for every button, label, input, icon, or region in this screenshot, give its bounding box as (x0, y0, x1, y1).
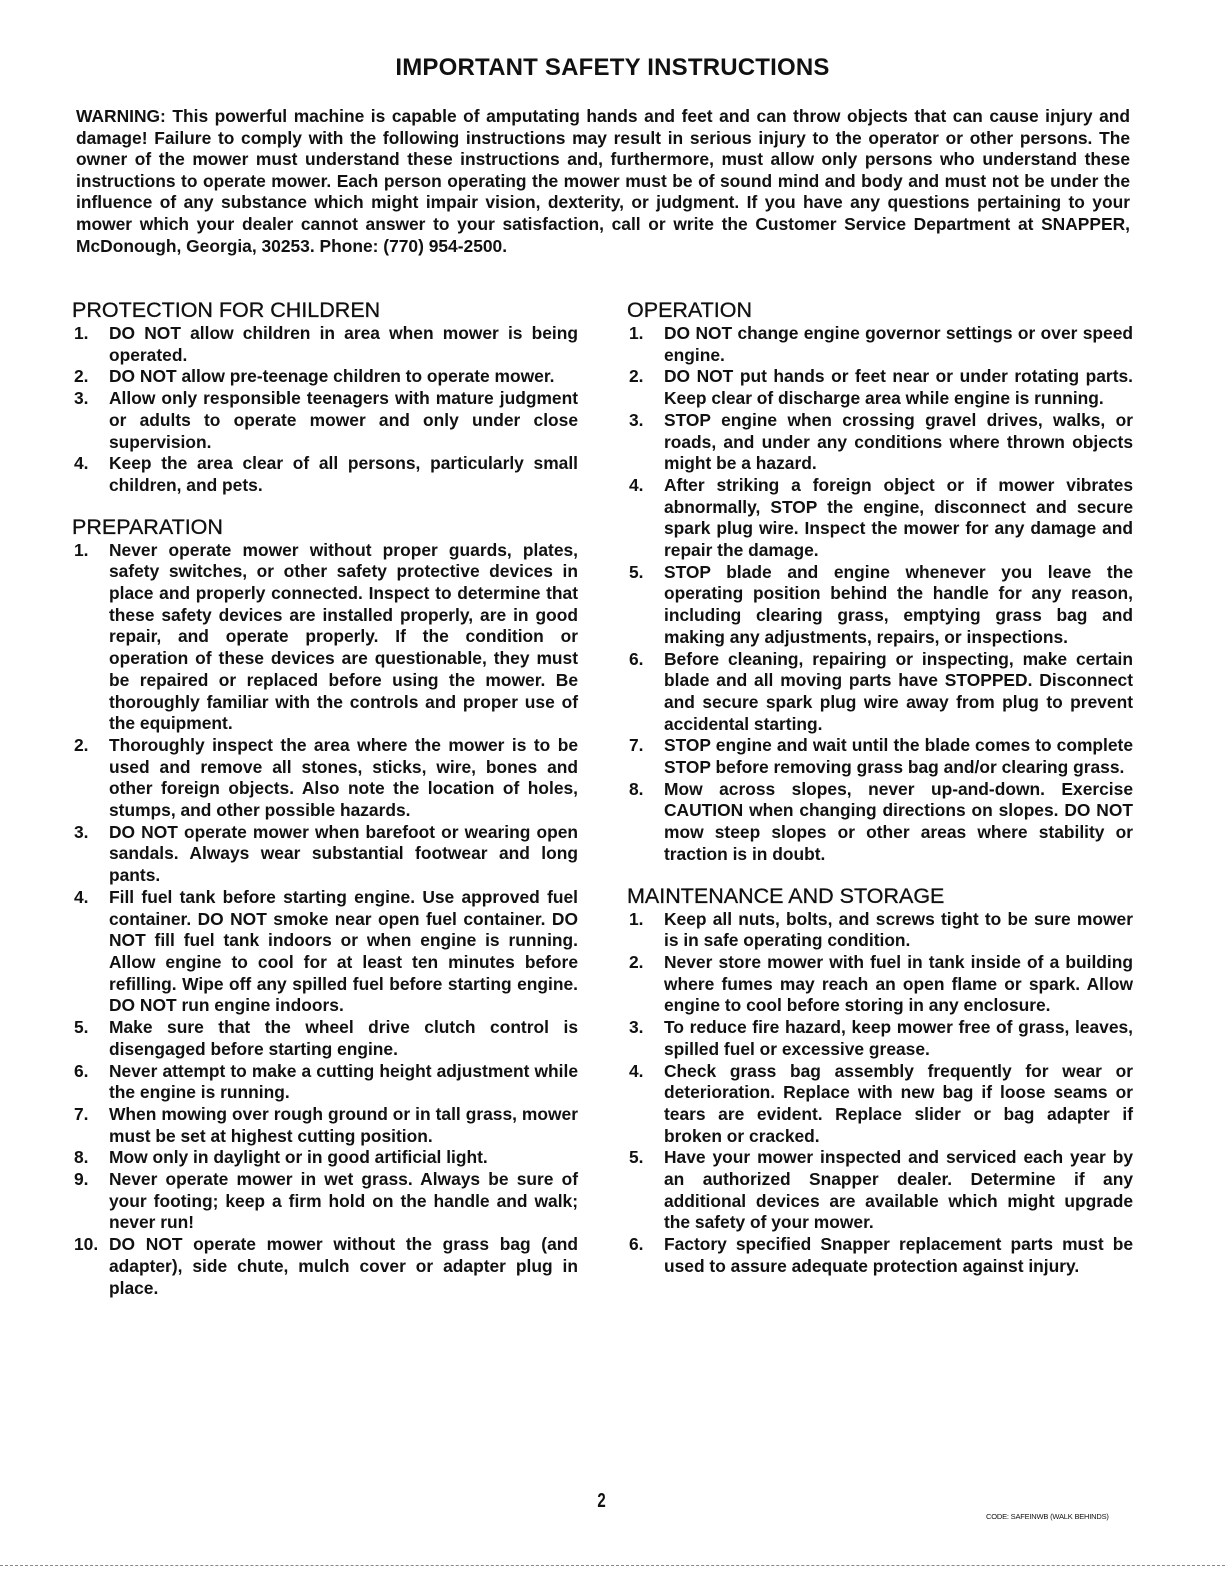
list-item (627, 1061, 1133, 1148)
item-number: 1. (629, 323, 644, 343)
item-text: Keep all nuts, bolts, and screws tight to be sure mower is in safe operating condition. (664, 908, 1133, 951)
item-number: 7. (629, 735, 644, 756)
document-code: CODE: SAFEINWB (WALK BEHINDS) (986, 1512, 1109, 1521)
item-number: 3. (74, 821, 89, 842)
instruction-list (627, 909, 1133, 1278)
list-item (72, 1169, 578, 1234)
item-text: When mowing over rough ground or in tall grass, mower must be set at highest cutting position. (109, 1103, 578, 1146)
item-text: Allow only responsible teenagers with mature judgment or adults to operate mower and only under close supervision. (109, 388, 578, 452)
instruction-list (627, 323, 1133, 866)
warning-paragraph: WARNING: This powerful machine is capable of amputating hands and feet and can throw objects that can cause injury and damage! Failure to comply with the following instructions may result in serious injury to the operator or other persons. The owner of the mower must understand these instructions and, furthermore, must allow only persons who understand these instructions to operate mower. Each person operating the mower must be of sound mind and body and must not be under the influence of any substance which might impair vision, dexterity, or judgment. If you have any questions pertaining to your mower which your dealer cannot answer to your satisfaction, call or write the Customer Service Department at SNAPPER, McDonough, Georgia, 30253. Phone: (770) 954-2500. (76, 106, 1130, 256)
item-number: 3. (629, 1017, 644, 1038)
item-text: Before cleaning, repairing or inspecting, make certain blade and all moving parts have STOPPED. Disconnect and secure spark plug wire away from plug to prevent accidental starting. (664, 648, 1133, 734)
list-item (72, 540, 578, 735)
item-text: Never operate mower without proper guards, plates, safety switches, or other safety protective devices in place and properly connected. Inspect to determine that these safety devices are installed properly, are in good repair, and operate properly. If the condition or operation of these devices are questionable, they must be repaired or replaced before using the mower. Be thoroughly familiar with the controls and proper use of the equipment. (109, 539, 578, 734)
item-text: DO NOT operate mower without the grass bag (and adapter), side chute, mulch cover or adapter plug in place. (109, 1234, 578, 1298)
list-item (627, 909, 1133, 952)
section-heading: PROTECTION FOR CHILDREN (72, 298, 381, 322)
list-item (72, 453, 578, 496)
item-number: 2. (629, 366, 644, 387)
page-number: 2 (597, 1490, 606, 1512)
item-number: 5. (629, 1147, 644, 1168)
list-item (627, 779, 1133, 866)
item-text: Make sure that the wheel drive clutch control is disengaged before starting engine. (109, 1017, 578, 1059)
item-number: 9. (74, 1169, 89, 1190)
list-item (627, 366, 1133, 409)
item-number: 4. (74, 886, 89, 907)
item-text: Keep the area clear of all persons, particularly small children, and pets. (109, 453, 578, 495)
list-item (72, 1234, 578, 1299)
list-item (627, 410, 1133, 475)
item-number: 1. (629, 908, 644, 929)
item-text: DO NOT change engine governor settings or over speed engine. (664, 323, 1133, 365)
item-number: 4. (629, 474, 644, 495)
list-item (627, 323, 1133, 366)
section-heading: PREPARATION (72, 514, 223, 539)
list-item (72, 366, 578, 388)
item-text: Factory specified Snapper replacement parts must be used to assure adequate protection against injury. (664, 1234, 1133, 1276)
item-text: Check grass bag assembly frequently for wear or deterioration. Replace with new bag if loose seams or tears are evident. Replace slider or bag adapter if broken or cracked. (664, 1060, 1133, 1146)
list-item (72, 822, 578, 887)
item-number: 6. (629, 648, 644, 669)
item-text: Never store mower with fuel in tank inside of a building where fumes may reach an open flame or spark. Allow engine to cool before storing in any enclosure. (664, 951, 1133, 1016)
list-item (627, 562, 1133, 649)
item-number: 8. (629, 778, 644, 799)
item-text: Mow across slopes, never up-and-down. Exercise CAUTION when changing directions on slopes. DO NOT mow steep slopes or other areas where stability or traction is in doubt. (664, 778, 1133, 864)
item-number: 1. (74, 323, 89, 343)
item-number: 2. (74, 734, 89, 755)
item-text: DO NOT put hands or feet near or under rotating parts. Keep clear of discharge area while engine is running. (664, 366, 1133, 409)
item-number: 5. (629, 561, 644, 582)
list-item (627, 952, 1133, 1017)
item-number: 8. (74, 1147, 89, 1168)
item-number: 6. (629, 1234, 644, 1255)
item-text: STOP engine when crossing gravel drives, walks, or roads, and under any conditions where thrown objects might be a hazard. (664, 409, 1133, 474)
item-text: DO NOT allow pre-teenage children to operate mower. (109, 366, 555, 387)
list-item (72, 1061, 578, 1104)
item-number: 2. (74, 366, 89, 387)
item-number: 4. (629, 1060, 644, 1081)
item-text: Have your mower inspected and serviced each year by an authorized Snapper dealer. Determine if any additional devices are available which might upgrade the safety of your mower. (664, 1147, 1133, 1233)
left-column (72, 298, 578, 1317)
list-item (627, 1147, 1133, 1234)
item-text: Mow only in daylight or in good artificial light. (109, 1147, 488, 1168)
item-text: DO NOT allow children in area when mower is being operated. (109, 323, 578, 365)
item-number: 2. (629, 951, 644, 972)
list-item (627, 649, 1133, 736)
item-text: Never attempt to make a cutting height adjustment while the engine is running. (109, 1060, 578, 1103)
item-number: 4. (74, 453, 89, 474)
list-item (627, 735, 1133, 778)
item-text: Fill fuel tank before starting engine. Use approved fuel container. DO NOT smoke near open fuel container. DO NOT fill fuel tank indoors or when engine is running. Allow engine to cool for at least ten minutes before refilling. Wipe off any spilled fuel before starting engine. DO NOT run engine indoors. (109, 886, 578, 1016)
instruction-list (72, 323, 578, 497)
item-number: 3. (74, 388, 89, 409)
instruction-list (72, 540, 578, 1300)
item-number: 6. (74, 1060, 89, 1081)
page-edge-line (0, 1565, 1225, 1566)
list-item (72, 388, 578, 453)
list-item (72, 1017, 578, 1060)
item-text: STOP blade and engine whenever you leave the operating position behind the handle for any reason, including clearing grass, emptying grass bag and making any adjustments, repairs, or inspections. (664, 561, 1133, 647)
item-text: After striking a foreign object or if mower vibrates abnormally, STOP the engine, disconnect and secure spark plug wire. Inspect the mower for any damage and repair the damage. (664, 474, 1133, 561)
list-item (627, 1017, 1133, 1060)
section-heading: OPERATION (627, 298, 753, 322)
item-number: 5. (74, 1017, 89, 1038)
item-text: DO NOT operate mower when barefoot or wearing open sandals. Always wear substantial footwear and long pants. (109, 821, 578, 886)
list-item (72, 735, 578, 822)
item-number: 7. (74, 1103, 89, 1124)
item-number: 3. (629, 409, 644, 430)
item-text: Never operate mower in wet grass. Always be sure of your footing; keep a firm hold on the handle and walk; never run! (109, 1169, 578, 1233)
list-item (72, 323, 578, 366)
section-heading: MAINTENANCE AND STORAGE (627, 883, 945, 908)
item-text: STOP engine and wait until the blade comes to complete STOP before removing grass bag and/or clearing grass. (664, 735, 1133, 778)
list-item (627, 1234, 1133, 1277)
list-item (72, 887, 578, 1017)
item-text: Thoroughly inspect the area where the mower is to be used and remove all stones, sticks, wire, bones and other foreign objects. Also note the location of holes, stumps, and other possible hazards. (109, 734, 578, 821)
right-column (627, 298, 1133, 1296)
list-item (72, 1147, 578, 1169)
page-title: IMPORTANT SAFETY INSTRUCTIONS (395, 54, 830, 81)
item-text: To reduce fire hazard, keep mower free of grass, leaves, spilled fuel or excessive grease. (664, 1017, 1133, 1059)
item-number: 1. (74, 539, 89, 560)
list-item (627, 475, 1133, 562)
item-number: 10. (74, 1234, 99, 1255)
list-item (72, 1104, 578, 1147)
